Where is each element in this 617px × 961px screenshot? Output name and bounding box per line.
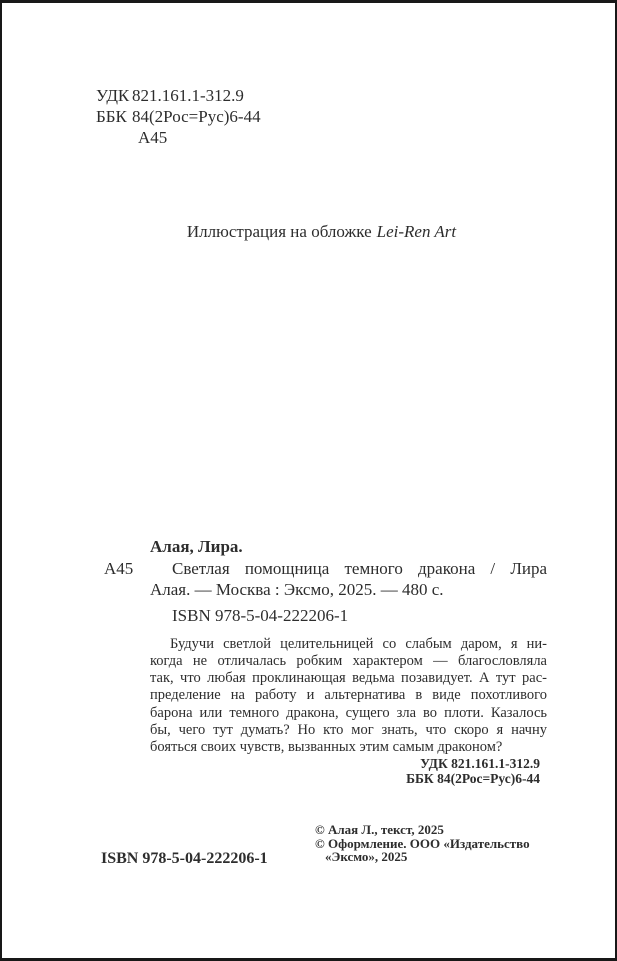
cover-artist-name: Lei-Ren Art: [376, 222, 457, 241]
classification-codes-bottom: [406, 757, 540, 786]
udk-bottom: УДК 821.161.1-312.9: [420, 756, 540, 771]
copyright-block: [315, 823, 575, 864]
annotation-line: Будучи светлой целительницей со слабым даром, я ни-: [170, 635, 547, 652]
classification-codes-top: [96, 85, 261, 148]
copyright-publisher: © Оформление. ООО «Издательство: [315, 835, 530, 851]
bbk-bottom: ББК 84(2Рос=Рус)6-44: [406, 770, 540, 786]
catalog-entry: [104, 536, 547, 756]
udk-label: УДК: [96, 86, 130, 105]
author-sign-spacer: [96, 127, 132, 148]
bbk-label: ББК: [96, 107, 127, 126]
isbn-catalog: ISBN 978-5-04-222206-1: [172, 606, 349, 626]
annotation-line: барона или темного дракона, сущего зла во плоти. Казалось: [150, 704, 547, 721]
cover-credit-text: Иллюстрация на обложке: [186, 222, 372, 241]
author-heading: Алая, Лира.: [150, 537, 243, 556]
isbn-footer: ISBN 978-5-04-222206-1: [101, 850, 268, 867]
annotation-line: пределение на работу и альтернатива в виде похотливого: [150, 687, 547, 704]
bbk-value: 84(2Рос=Рус)6-44: [132, 107, 261, 126]
copyright-author: © Алая Л., текст, 2025: [315, 822, 444, 837]
cover-illustration-credit: [96, 222, 547, 242]
udk-value: 821.161.1-312.9: [132, 86, 244, 105]
copyright-publisher-wrap: «Эксмо», 2025: [325, 849, 408, 865]
annotation-line: когда не отличалась робким характером — благословляла: [150, 653, 547, 670]
udk-row: [96, 85, 261, 106]
author-sign-row: [96, 127, 261, 148]
catalog-code: А45: [104, 559, 134, 578]
annotation-line: так, что любая проклинающая ведьма позавидует. А тут рас-: [150, 670, 547, 687]
bbk-row: [96, 106, 261, 127]
annotation-line: бы, чего тут думать? Но кто мог знать, что скоро я начну: [150, 721, 547, 738]
title-statement-line-1: Светлая помощница темного дракона / Лира: [172, 558, 547, 578]
author-sign: А45: [138, 128, 168, 147]
annotation-paragraph: [150, 636, 547, 756]
annotation-line: бояться своих чувств, вызванных этим самым драконом?: [150, 739, 503, 756]
title-statement-line-2: Алая. — Москва : Эксмо, 2025. — 480 с.: [150, 580, 444, 600]
